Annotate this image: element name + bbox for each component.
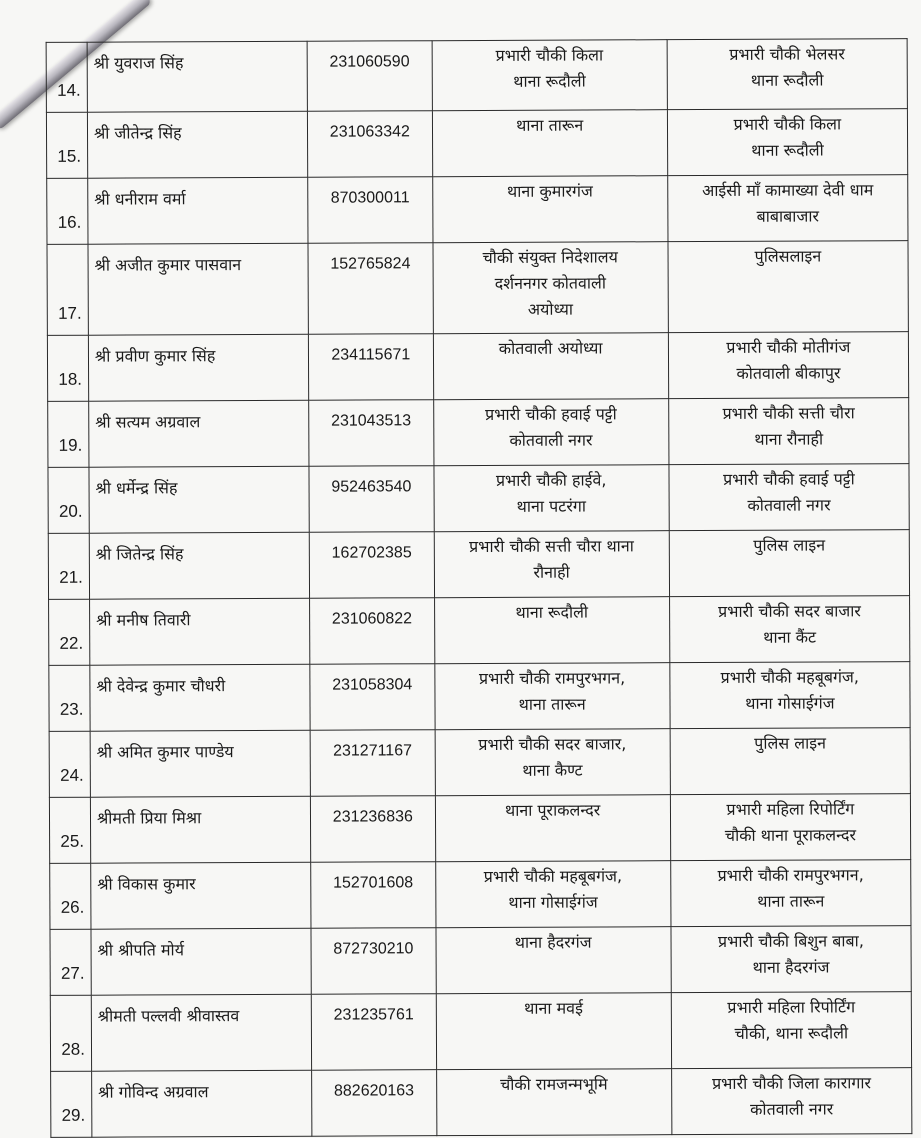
pno-number: 234115671 [309,334,434,401]
new-posting [670,662,910,729]
current-posting-line: थाना मवई [524,998,583,1018]
new-posting [670,794,910,861]
pno-number: 952463540 [309,466,434,533]
current-posting-line: अयोध्या [527,299,574,319]
current-posting-line: प्रभारी चौकी हाईवे, [495,470,607,490]
current-posting [432,110,668,177]
serial-number: 24. [49,731,90,797]
current-posting-line: चौकी संयुक्त निदेशालय [482,247,618,267]
new-posting [669,530,909,597]
officer-name: श्रीमती पल्लवी श्रीवास्तव [91,994,312,1071]
serial-number: 17. [47,244,88,335]
table-body [46,39,912,1138]
current-posting [432,176,668,243]
table-row [51,1068,912,1138]
officer-name: श्री युवराज सिंह [87,41,308,112]
new-posting [668,175,908,242]
table-row [47,175,908,245]
new-posting-line: बाबाबाजार [756,206,820,226]
serial-number: 22. [49,599,90,665]
current-posting [435,795,671,862]
current-posting [435,861,671,928]
current-posting [433,242,669,334]
current-posting-line: चौकी रामजन्मभूमि [500,1074,608,1094]
new-posting [670,728,910,795]
pno-number: 231235761 [311,994,436,1071]
new-posting-line: थाना रूदौली [751,140,824,160]
pno-number: 231063342 [308,111,433,178]
new-posting [667,109,907,176]
officer-name: श्री श्रीपति मोर्य [91,928,311,995]
serial-number: 18. [47,335,88,401]
current-posting [433,333,669,400]
serial-number: 15. [46,112,87,178]
current-posting-line: रौनाही [533,562,570,582]
current-posting [434,663,670,730]
serial-number: 19. [48,401,89,467]
new-posting-line: कोतवाली बीकापुर [736,363,841,383]
current-posting [436,993,672,1070]
current-posting-line: प्रभारी चौकी महबूबगंज, [483,866,623,886]
current-posting-line: दर्शननगर कोतवाली [494,273,607,293]
current-posting-line: प्रभारी चौकी रामपुरभगन, [478,668,626,689]
table-row [46,39,907,113]
serial-number: 27. [50,929,91,995]
current-posting [434,597,670,664]
serial-number: 20. [48,467,89,533]
new-posting-line: थाना कैंट [763,627,817,647]
current-posting-line: थाना रूदौली [515,602,589,622]
current-posting-line: थाना कुमारगंज [506,181,593,201]
new-posting [669,464,909,531]
new-posting-line: प्रभारी चौकी महबूबगंज, [720,667,860,687]
officer-name: श्री अमित कुमार पाण्डेय [90,730,310,797]
new-posting-line: थाना रूदौली [750,70,824,90]
new-posting-line: थाना गोसाईगंज [745,693,835,713]
table-row [49,728,910,798]
new-posting-line: प्रभारी चौकी बिशुन बाबा, [717,931,864,951]
current-posting [436,927,672,994]
officer-name: श्री मनीष तिवारी [89,598,309,665]
current-posting-line: प्रभारी चौकी हवाई पट्टी [485,404,617,424]
new-posting-line: प्रभारी चौकी जिला कारागार [712,1073,872,1093]
new-posting-line: प्रभारी चौकी किला [733,114,842,134]
new-posting-line: थाना तारून [757,891,825,911]
new-posting-line: चौकी थाना पूराकलन्दर [724,825,857,845]
serial-number: 21. [48,533,89,599]
pno-number: 872730210 [311,928,436,995]
new-posting-line: पुलिस लाइन [754,733,826,753]
officer-name: श्री सत्यम अग्रवाल [89,400,309,467]
current-posting-line: थाना गोसाईगंज [508,892,598,912]
new-posting-line: प्रभारी महिला रिपोर्टिंग [726,799,855,819]
new-posting [668,332,908,399]
table-row [49,794,910,864]
serial-number: 29. [51,1071,92,1137]
new-posting-line: चौकी, थाना रूदौली [734,1023,849,1043]
current-posting-line: कोतवाली अयोध्या [498,338,603,358]
officer-name: श्री अजीत कुमार पासवान [88,243,309,335]
current-posting-line: थाना रूदौली [513,71,586,91]
new-posting-line: प्रभारी चौकी भेलसर [729,44,845,64]
table-row [50,992,911,1072]
officer-name: श्री विकास कुमार [91,862,311,929]
officer-name: श्रीमती प्रिया मिश्रा [90,796,310,863]
table-row [46,109,907,179]
pno-number: 231043513 [309,400,434,467]
current-posting-line: कोतवाली नगर [509,430,593,450]
pno-number: 231058304 [310,664,435,731]
officer-name: श्री गोविन्द अग्रवाल [92,1070,312,1137]
new-posting-line: कोतवाली नगर [750,1099,834,1119]
table-row [50,926,911,996]
officer-name: श्री जितेन्द्र सिंह [89,532,309,599]
new-posting-line: आईसी माँ कामाख्या देवी धाम [702,180,874,201]
current-posting-line: थाना कैण्ट [522,760,583,780]
new-posting [671,1068,911,1135]
pno-number: 231271167 [310,730,435,797]
serial-number: 23. [49,665,90,731]
new-posting [668,398,908,465]
pno-number: 882620163 [312,1070,437,1137]
new-posting [671,860,911,927]
table-row [48,464,909,534]
table-row [50,860,911,930]
current-posting [436,1069,672,1136]
new-posting [671,926,911,993]
table-row [48,530,909,600]
pno-number: 231060590 [307,41,432,112]
table-row [47,332,908,402]
officer-name: श्री देवेन्द्र कुमार चौधरी [90,664,310,731]
new-posting-line: पुलिसलाइन [754,246,822,266]
serial-number: 16. [47,178,88,244]
new-posting-line: प्रभारी चौकी सदर बाजार [718,601,861,621]
officer-name: श्री प्रवीण कुमार सिंह [88,334,308,401]
new-posting-line: प्रभारी चौकी हवाई पट्टी [723,469,855,489]
new-posting-line: पुलिस लाइन [753,535,826,555]
new-posting [667,39,907,110]
current-posting-line: थाना तारून [516,115,584,135]
pno-number: 152701608 [311,862,436,929]
new-posting-line: प्रभारी चौकी रामपुरभगन, [717,865,864,885]
current-posting [432,40,668,111]
serial-number: 14. [46,42,87,112]
current-posting [435,729,671,796]
new-posting [671,992,912,1069]
new-posting [669,596,909,663]
table-row [47,241,908,336]
current-posting-line: प्रभारी चौकी किला [495,45,604,65]
serial-number: 25. [49,797,90,863]
current-posting [433,399,669,466]
serial-number: 28. [50,995,91,1071]
table-row [49,662,910,732]
officer-name: श्री धनीराम वर्मा [88,177,308,244]
new-posting-line: प्रभारी चौकी मोतीगंज [726,337,851,357]
current-posting [434,465,670,532]
current-posting-line: थाना तारून [518,694,586,714]
pno-number: 231060822 [310,598,435,665]
new-posting-line: थाना हैदरगंज [752,957,830,977]
new-posting-line: थाना रौनाही [754,429,824,449]
table-row [48,398,909,468]
officer-name: श्री धर्मेन्द्र सिंह [89,466,309,533]
officer-name: श्री जीतेन्द्र सिंह [87,111,307,178]
new-posting [668,241,909,333]
pno-number: 152765824 [308,243,433,335]
current-posting-line: प्रभारी चौकी सदर बाजार, [478,734,627,755]
new-posting-line: कोतवाली नगर [747,495,831,515]
pno-number: 162702385 [309,532,434,599]
current-posting-line: थाना पटरंगा [516,496,587,516]
current-posting-line: थाना हैदरगंज [514,932,592,952]
table-row [49,596,910,666]
new-posting-line: प्रभारी महिला रिपोर्टिंग [727,997,856,1017]
transfer-list-table [46,38,913,1138]
current-posting-line: प्रभारी चौकी सत्ती चौरा थाना [469,536,634,557]
pno-number: 870300011 [308,177,433,244]
current-posting [434,531,670,598]
current-posting-line: थाना पूराकलन्दर [504,800,601,820]
pno-number: 231236836 [311,796,436,863]
serial-number: 26. [50,863,91,929]
new-posting-line: प्रभारी चौकी सत्ती चौरा [722,403,855,423]
